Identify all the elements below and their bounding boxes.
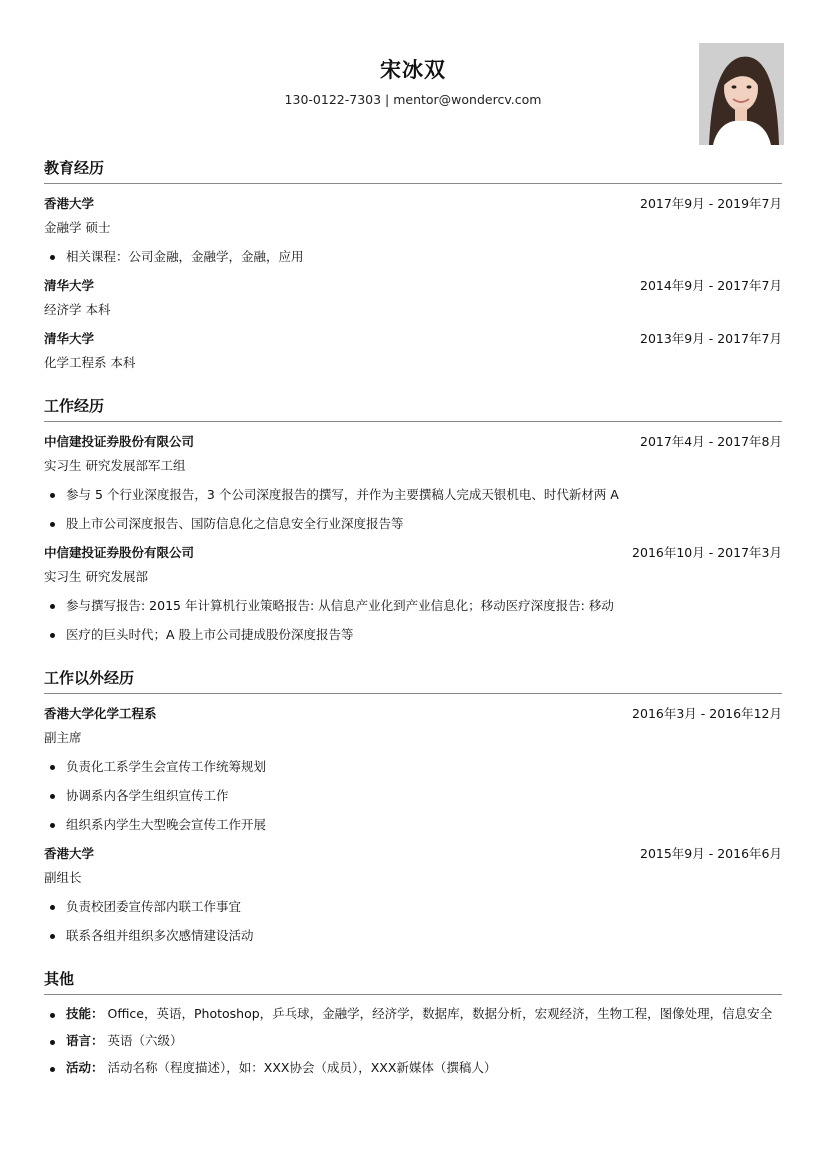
section-title-education: 教育经历 — [44, 158, 782, 184]
other-label: 技能： — [66, 1006, 104, 1021]
education-entry — [44, 327, 782, 375]
entry-date: 2013年9月 - 2017年7月 — [640, 331, 782, 346]
entry-date: 2015年9月 - 2016年6月 — [640, 846, 782, 861]
entry-role: 副主席 — [44, 730, 82, 745]
bullet-item: 协调系内各学生组织宣传工作 — [44, 784, 782, 808]
extra-entry — [44, 842, 782, 948]
bullet-item: 相关课程：公司金融，金融学，金融，应用 — [44, 245, 782, 269]
entry-date: 2017年9月 - 2019年7月 — [640, 196, 782, 211]
resume-content — [44, 158, 782, 1084]
section-education — [44, 158, 782, 375]
section-other — [44, 969, 782, 1079]
education-entry — [44, 192, 782, 269]
bullet-item: 组织系内学生大型晚会宣传工作开展 — [44, 813, 782, 837]
section-work — [44, 396, 782, 647]
entry-role: 实习生 研究发展部军工组 — [44, 458, 186, 473]
profile-photo — [699, 43, 784, 145]
entry-org: 中信建投证券股份有限公司 — [44, 434, 195, 449]
entry-role: 副组长 — [44, 870, 82, 885]
entry-org: 香港大学 — [44, 846, 95, 861]
bullet-item: 负责化工系学生会宣传工作统筹规划 — [44, 755, 782, 779]
portrait-image — [699, 43, 784, 145]
entry-org: 中信建投证券股份有限公司 — [44, 545, 195, 560]
work-entry — [44, 541, 782, 647]
entry-org: 香港大学化学工程系 — [44, 706, 157, 721]
entry-role: 经济学 本科 — [44, 302, 111, 317]
section-title-work: 工作经历 — [44, 396, 782, 422]
bullet-item: 参与 5 个行业深度报告，3 个公司深度报告的撰写，并作为主要撰稿人完成天银机电、时代新材两 A — [44, 483, 782, 507]
bullet-item: 负责校团委宣传部内联工作事宜 — [44, 895, 782, 919]
section-title-other: 其他 — [44, 969, 782, 995]
entry-date: 2016年10月 - 2017年3月 — [632, 545, 782, 560]
entry-date: 2017年4月 - 2017年8月 — [640, 434, 782, 449]
other-text: Office，英语，Photoshop，乒乓球，金融学，经济学，数据库，数据分析，宏观经济，生物工程，图像处理，信息安全 — [107, 1006, 773, 1021]
entry-role: 实习生 研究发展部 — [44, 569, 148, 584]
entry-org: 清华大学 — [44, 278, 95, 293]
education-entry — [44, 274, 782, 322]
section-extra — [44, 668, 782, 948]
entry-org: 香港大学 — [44, 196, 95, 211]
bullet-item: 参与撰写报告: 2015 年计算机行业策略报告: 从信息产业化到产业信息化；移动医疗深度报告: 移动 — [44, 594, 782, 618]
other-item-languages — [44, 1030, 782, 1052]
other-text: 活动名称（程度描述），如：XXX协会（成员），XXX新媒体（撰稿人） — [107, 1060, 497, 1075]
other-item-skills — [44, 1003, 782, 1025]
entry-org: 清华大学 — [44, 331, 95, 346]
entry-role: 金融学 硕士 — [44, 220, 111, 235]
contact-info: 130-0122-7303 | mentor@wondercv.com — [284, 92, 542, 107]
other-text: 英语（六级） — [107, 1033, 183, 1048]
entry-role: 化学工程系 本科 — [44, 355, 136, 370]
other-item-activities — [44, 1057, 782, 1079]
extra-entry — [44, 702, 782, 837]
section-title-extra: 工作以外经历 — [44, 668, 782, 694]
other-label: 语言： — [66, 1033, 104, 1048]
bullet-item: 联系各组并组织多次感情建设活动 — [44, 924, 782, 948]
bullet-item: 医疗的巨头时代；A 股上市公司捷成股份深度报告等 — [44, 623, 782, 647]
resume-header — [44, 50, 782, 150]
other-label: 活动： — [66, 1060, 104, 1075]
bullet-item: 股上市公司深度报告、国防信息化之信息安全行业深度报告等 — [44, 512, 782, 536]
candidate-name: 宋冰双 — [380, 58, 446, 82]
entry-date: 2014年9月 - 2017年7月 — [640, 278, 782, 293]
work-entry — [44, 430, 782, 536]
entry-date: 2016年3月 - 2016年12月 — [632, 706, 782, 721]
